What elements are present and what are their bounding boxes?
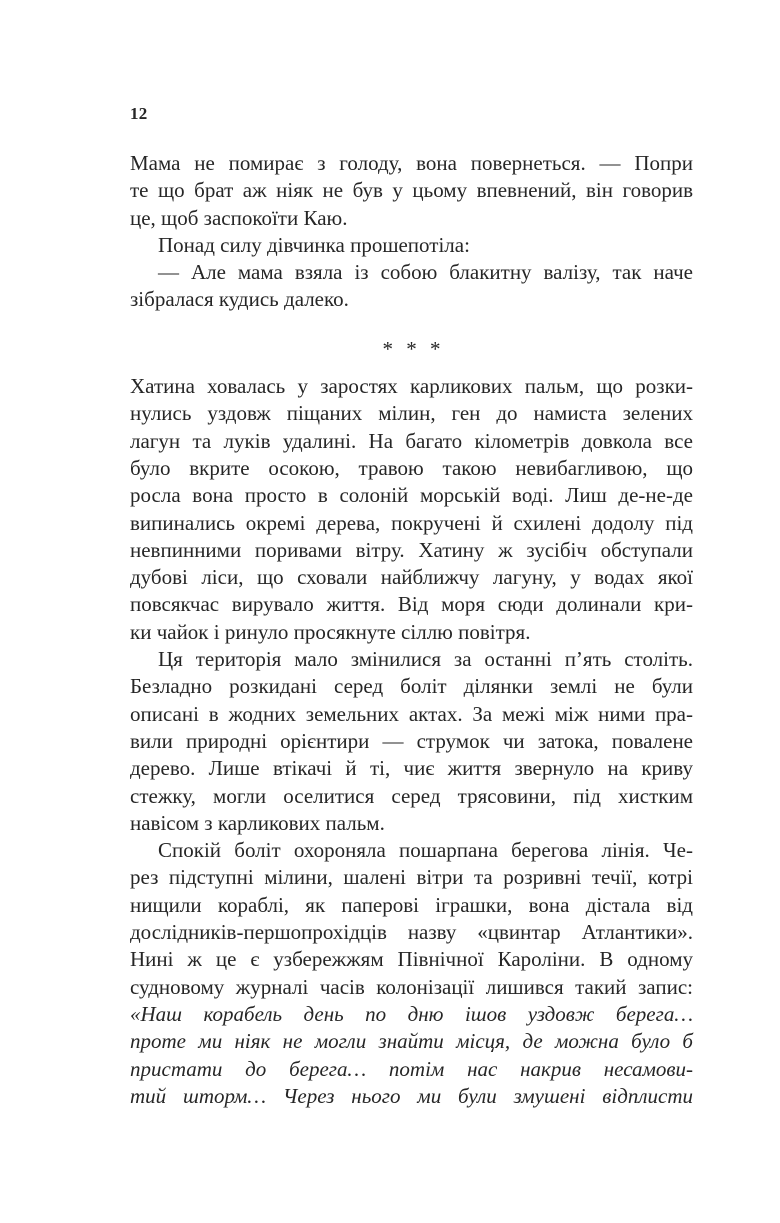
paragraph	[130, 232, 693, 259]
paragraph	[130, 373, 693, 646]
text-line: рез підступні мілини, шалені вітри та розривні течії, котрі	[130, 865, 693, 890]
text-line: тий шторм… Через нього ми були змушені відплисти	[130, 1083, 693, 1108]
text-line: те що брат аж ніяк не був у цьому впевнений, він говорив	[130, 178, 693, 203]
text-line: дерево. Лише втікачі й ті, чиє життя звернуло на криву	[130, 756, 693, 781]
text-line: Хатина ховалась у заростях карликових пальм, що розки-	[130, 374, 693, 399]
text-line: лагун та луків удалині. На багато кілометрів довкола все	[130, 428, 693, 453]
text-line: судновому журналі часів колонізації лишився такий запис:	[130, 974, 693, 999]
text-line: «Наш корабель день по дню ішов уздовж берега…	[130, 1001, 693, 1026]
text-line: випинались окремі дерева, покручені й схилені додолу під	[130, 510, 693, 535]
text-line: Безладно розкидані серед боліт ділянки землі не були	[130, 674, 693, 699]
text-line: це, щоб заспокоїти Каю.	[130, 205, 348, 230]
section-separator: * * *	[382, 336, 441, 361]
text-line: стежку, могли оселитися серед трясовини, під хистким	[130, 783, 693, 808]
text-line: Спокій боліт охороняла пошарпана берегова лінія. Че-	[158, 838, 693, 863]
page-text-block	[130, 150, 693, 1110]
text-line: — Але мама взяла із собою блакитну валізу, так наче	[158, 260, 693, 285]
text-line: нищили кораблі, як паперові іграшки, вона дістала від	[130, 892, 693, 917]
text-line: зібралася кудись далеко.	[130, 287, 349, 312]
text-line: нулись уздовж піщаних мілин, ген до намиста зелених	[130, 401, 693, 426]
text-line: описані в жодних земельних актах. За межі між ними пра-	[130, 701, 693, 726]
paragraph	[130, 259, 693, 314]
paragraph	[130, 150, 693, 232]
text-line: дослідників-першопрохідців назву «цвинтар Атлантики».	[130, 920, 693, 945]
paragraph	[130, 837, 693, 1110]
text-line: пристати до берега… потім нас накрив несамови-	[130, 1056, 693, 1081]
text-line: росла вона просто в солоній морській воді. Лиш де-не-де	[130, 483, 693, 508]
text-line: невпинними поривами вітру. Хатину ж зусібіч обступали	[130, 537, 693, 562]
text-line: Ця територія мало змінилися за останні п’ять століть.	[158, 647, 693, 672]
text-line: Нині ж це є узбережжям Північної Кароліни. В одному	[130, 947, 693, 972]
text-line: було вкрите осокою, травою такою невибагливою, що	[130, 455, 693, 480]
page-number: 12	[130, 104, 148, 123]
text-line: навісом з карликових пальм.	[130, 810, 385, 835]
text-line: вили природні орієнтири — струмок чи затока, повалене	[130, 728, 693, 753]
text-line: Понад силу дівчинка прошепотіла:	[158, 232, 470, 257]
text-line: проте ми ніяк не могли знайти місця, де можна було б	[130, 1029, 693, 1054]
text-line: ки чайок і ринуло просякнуте сіллю повітря.	[130, 619, 531, 644]
text-line: Мама не помирає з голоду, вона повернеться. — Попри	[130, 151, 693, 175]
text-line: дубові ліси, що сховали найближчу лагуну, у водах якої	[130, 565, 693, 590]
text-line: повсякчас вирувало життя. Від моря сюди долинали кри-	[130, 592, 693, 617]
paragraph	[130, 646, 693, 837]
